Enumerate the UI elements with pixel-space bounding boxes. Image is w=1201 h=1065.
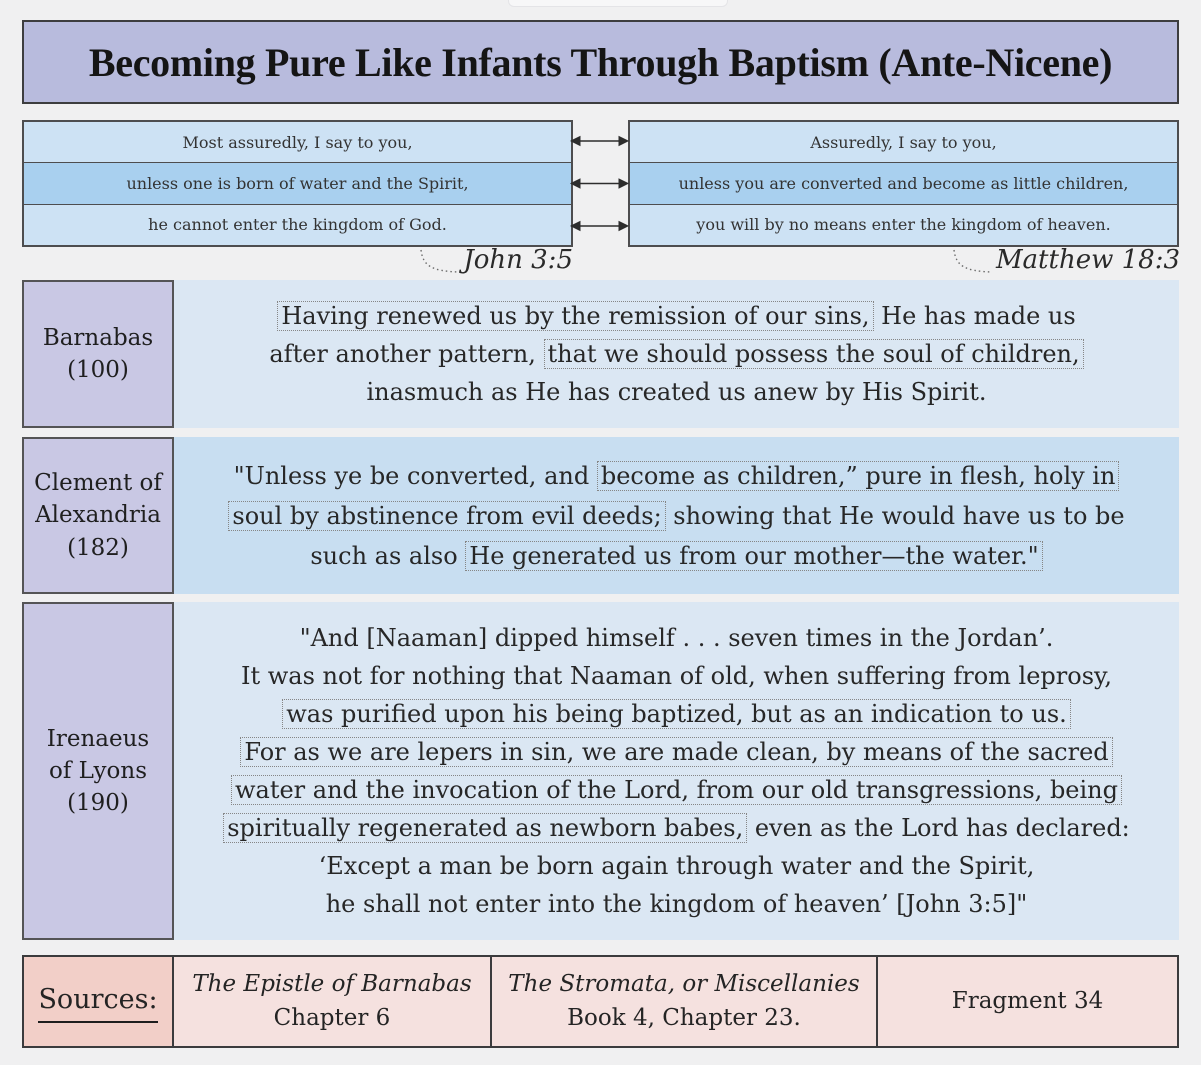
page-title: Becoming Pure Like Infants Through Baptism (Ante-Nicene): [88, 39, 1113, 85]
quote-highlight: For as we are lepers in sin, we are made clean, by means of the sacred: [240, 737, 1112, 767]
quote-text: He has made us: [873, 302, 1076, 330]
scripture-column-right: [628, 120, 1179, 247]
citation-matthew-label: Matthew 18:3: [995, 245, 1180, 275]
quote-text: he shall not enter into the kingdom of heaven’ [John 3:5]": [325, 890, 1028, 918]
source-item-irenaeus: [876, 955, 1179, 1048]
quote-highlight: Having renewed us by the remission of our sins,: [277, 301, 873, 331]
quote-text: such as also: [310, 541, 466, 570]
quote-line: [277, 297, 1075, 335]
father-name-line: Irenaeus: [46, 725, 150, 752]
scripture-line: unless one is born of water and the Spirit,: [24, 162, 571, 203]
sources-row: [22, 955, 1179, 1048]
quote-text: ‘Except a man be born again through water and the Spirit,: [318, 852, 1035, 880]
quote-line: [231, 771, 1122, 809]
quote-highlight: spiritually regenerated as newborn babes,: [223, 813, 747, 843]
quote-line: [319, 847, 1035, 885]
source-detail: Chapter 6: [273, 1004, 391, 1031]
source-title: The Epistle of Barnabas: [192, 971, 472, 998]
citation-john-label: John 3:5: [463, 245, 573, 275]
scripture-line: he cannot enter the kingdom of God.: [24, 204, 571, 245]
leader-line-icon: [951, 248, 993, 276]
father-name-line: Alexandria: [35, 502, 161, 529]
quote-text: "Unless ye be converted, and: [233, 461, 597, 490]
link-arrow-icon: [571, 179, 628, 188]
quote-line: [223, 809, 1130, 847]
quote-highlight: water and the invocation of the Lord, from our old transgressions, being: [231, 775, 1122, 805]
quote-line: [234, 456, 1120, 496]
father-row: [22, 437, 1179, 594]
quote-panel: [174, 280, 1179, 428]
quote-line: [241, 657, 1112, 695]
quote-highlight: become as children,” pure in flesh, holy in: [597, 461, 1120, 491]
comparison-arrows: [570, 120, 629, 247]
leader-line-icon: [418, 248, 460, 276]
scripture-line: unless you are converted and become as little children,: [630, 162, 1177, 203]
source-title: The Stromata, or Miscellanies: [508, 971, 860, 998]
top-edge-tab: [508, 0, 728, 7]
father-row: [22, 602, 1179, 940]
quote-line: [269, 335, 1083, 373]
quote-text: "And [Naaman] dipped himself . . . seven times in the Jordan’.: [299, 624, 1054, 652]
father-name-line: of Lyons: [49, 757, 147, 784]
link-arrow-icon: [571, 137, 628, 146]
scripture-line: Most assuredly, I say to you,: [24, 122, 571, 162]
quote-line: [240, 733, 1112, 771]
quote-text: It was not for nothing that Naaman of old, when suffering from leprosy,: [240, 662, 1113, 690]
father-name-line: (190): [67, 790, 129, 817]
quote-text: after another pattern,: [269, 340, 544, 368]
quote-line: [310, 536, 1042, 576]
father-label: [22, 602, 174, 940]
title-bar: [22, 20, 1179, 104]
father-name-line: (100): [67, 357, 129, 383]
citation-john: [418, 245, 573, 276]
source-item-clement: [490, 955, 878, 1048]
quote-text: even as the Lord has declared:: [747, 814, 1130, 842]
father-name-line: Barnabas: [42, 324, 154, 351]
father-label: [22, 280, 174, 428]
father-name-line: (182): [67, 534, 129, 561]
father-name-line: Clement of: [34, 470, 162, 497]
sources-label: Sources:: [38, 980, 157, 1023]
quote-highlight: He generated us from our mother—the water.": [465, 541, 1042, 571]
quote-panel: [174, 437, 1179, 594]
father-label: [22, 437, 174, 594]
quote-highlight: that we should possess the soul of children,: [544, 339, 1084, 369]
quote-text: showing that He would have us to be: [665, 501, 1125, 530]
quote-highlight: was purified upon his being baptized, but as an indication to us.: [282, 699, 1071, 729]
source-item-barnabas: [172, 955, 492, 1048]
father-row: [22, 280, 1179, 428]
scripture-line: you will by no means enter the kingdom of heaven.: [630, 204, 1177, 245]
link-arrow-icon: [571, 222, 628, 231]
quote-line: [228, 496, 1124, 536]
quote-line: [326, 885, 1028, 923]
sources-label-cell: [22, 955, 174, 1048]
scripture-column-left: [22, 120, 573, 247]
quote-line: [300, 619, 1054, 657]
quote-highlight: soul by abstinence from evil deeds;: [228, 501, 665, 531]
quote-text: inasmuch as He has created us anew by His Spirit.: [366, 378, 987, 406]
source-title: Fragment 34: [951, 987, 1104, 1014]
scripture-line: Assuredly, I say to you,: [630, 122, 1177, 162]
source-detail: Book 4, Chapter 23.: [567, 1004, 801, 1031]
quote-panel: [174, 602, 1179, 940]
quote-line: [366, 373, 986, 411]
citation-matthew: [951, 245, 1180, 276]
quote-line: [282, 695, 1071, 733]
